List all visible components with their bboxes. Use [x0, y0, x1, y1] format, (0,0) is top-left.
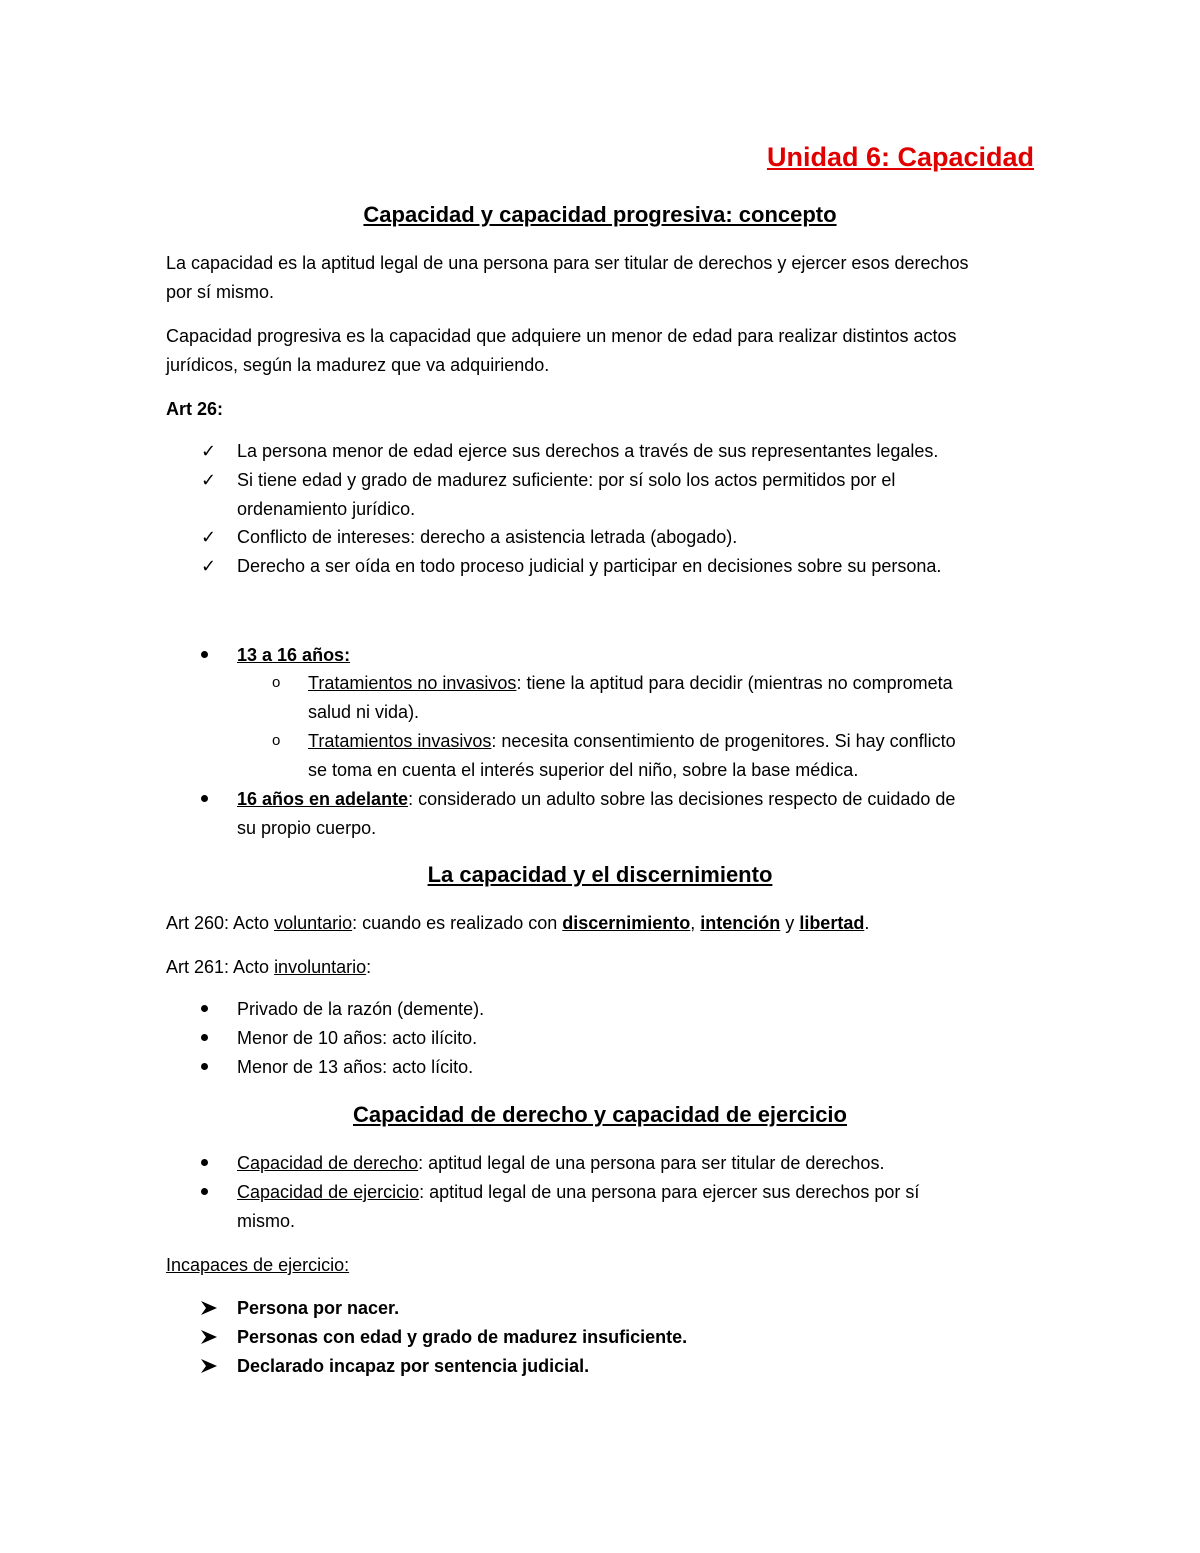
sub-item-no-invasivos-line-1: Tratamientos no invasivos: tiene la aptitud para decidir (mientras no comprometa — [308, 673, 953, 693]
arrowhead-icon — [200, 1299, 218, 1317]
check-item-3: Conflicto de intereses: derecho a asistencia letrada (abogado). — [237, 527, 738, 547]
bullet-icon — [201, 651, 208, 658]
paragraph-capacidad-line-2: por sí mismo. — [166, 282, 275, 302]
sub-item-invasivos-line-1: Tratamientos invasivos: necesita consentimiento de progenitores. Si hay conflicto — [308, 731, 956, 751]
check-item-1: La persona menor de edad ejerce sus derechos a través de sus representantes legales. — [237, 441, 939, 461]
bullet-icon — [201, 1063, 208, 1070]
paragraph-capacidad-line-1: La capacidad es la aptitud legal de una persona para ser titular de derechos y ejercer esos derechos — [166, 253, 969, 273]
involuntario-item-2: Menor de 10 años: acto ilícito. — [237, 1028, 478, 1048]
incapaz-item-2: Personas con edad y grado de madurez insuficiente. — [237, 1327, 688, 1347]
section-heading-capacidad-progresiva: Capacidad y capacidad progresiva: concepto — [363, 202, 837, 227]
art-261-line: Art 261: Acto involuntario: — [166, 957, 372, 977]
paragraph-progresiva-line-1: Capacidad progresiva es la capacidad que adquiere un menor de edad para realizar distintos actos — [166, 326, 957, 346]
check-item-2-line-2: ordenamiento jurídico. — [237, 499, 416, 519]
age-16-plus-line-2: su propio cuerpo. — [237, 818, 377, 838]
involuntario-item-3: Menor de 13 años: acto lícito. — [237, 1057, 474, 1077]
checkmark-icon: ✓ — [201, 470, 217, 490]
sub-item-no-invasivos-line-2: salud ni vida). — [308, 702, 420, 722]
unit-title: Unidad 6: Capacidad — [766, 142, 1034, 172]
art-260-line: Art 260: Acto voluntario: cuando es realizado con discernimiento, intención y libertad. — [166, 913, 870, 933]
capacidad-ejercicio-item-line-1: Capacidad de ejercicio: aptitud legal de una persona para ejercer sus derechos por sí — [237, 1182, 920, 1202]
paragraph-progresiva-line-2: jurídicos, según la madurez que va adquiriendo. — [166, 355, 550, 375]
capacidad-derecho-item: Capacidad de derecho: aptitud legal de una persona para ser titular de derechos. — [237, 1153, 885, 1173]
checkmark-icon: ✓ — [201, 441, 217, 461]
incapaces-ejercicio-label: Incapaces de ejercicio: — [166, 1255, 350, 1275]
bullet-icon — [201, 1034, 208, 1041]
bullet-icon — [201, 1188, 208, 1195]
age-16-plus-line-1: 16 años en adelante: considerado un adulto sobre las decisiones respecto de cuidado de — [237, 789, 956, 809]
bullet-icon — [201, 1159, 208, 1166]
check-item-4: Derecho a ser oída en todo proceso judicial y participar en decisiones sobre su persona. — [237, 556, 942, 576]
checkmark-icon: ✓ — [201, 556, 217, 576]
age-13-16-label: 13 a 16 años: — [237, 645, 351, 665]
incapaz-item-3: Declarado incapaz por sentencia judicial. — [237, 1356, 590, 1376]
circle-bullet-icon: o — [272, 732, 281, 749]
checkmark-icon: ✓ — [201, 527, 217, 547]
circle-bullet-icon: o — [272, 674, 281, 691]
art-26-label: Art 26: — [166, 399, 224, 419]
arrowhead-icon — [200, 1357, 218, 1375]
check-item-2-line-1: Si tiene edad y grado de madurez suficiente: por sí solo los actos permitidos por el — [237, 470, 896, 490]
arrowhead-icon — [200, 1328, 218, 1346]
capacidad-ejercicio-item-line-2: mismo. — [237, 1211, 295, 1231]
section-heading-derecho-ejercicio: Capacidad de derecho y capacidad de ejercicio — [353, 1102, 847, 1127]
section-heading-discernimiento: La capacidad y el discernimiento — [427, 862, 773, 887]
sub-item-invasivos-line-2: se toma en cuenta el interés superior del niño, sobre la base médica. — [308, 760, 859, 780]
incapaz-item-1: Persona por nacer. — [237, 1298, 400, 1318]
bullet-icon — [201, 1005, 208, 1012]
involuntario-item-1: Privado de la razón (demente). — [237, 999, 485, 1019]
bullet-icon — [201, 795, 208, 802]
